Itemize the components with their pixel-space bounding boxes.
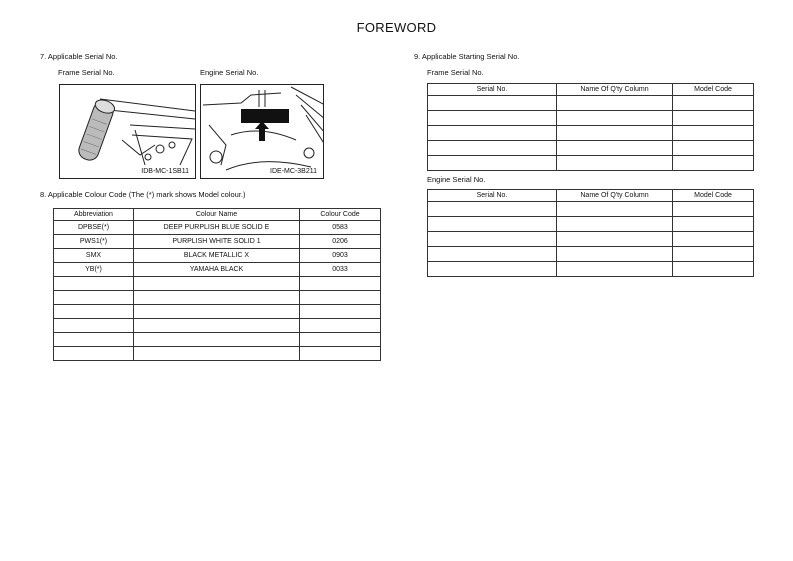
table-cell: YB(*) (54, 263, 134, 277)
table-cell: PURPLISH WHITE SOLID 1 (134, 235, 300, 249)
table-row (428, 141, 754, 156)
table-row (428, 217, 754, 232)
table-row (54, 235, 381, 249)
table-row (428, 262, 754, 277)
table-cell (134, 319, 300, 333)
table-cell (428, 156, 557, 171)
table-cell (557, 126, 673, 141)
table-cell (557, 111, 673, 126)
table-cell (673, 262, 754, 277)
colour-code-table (53, 208, 381, 361)
table-row (54, 277, 381, 291)
table-cell: DPBSE(*) (54, 221, 134, 235)
table-cell (428, 232, 557, 247)
table-cell (557, 217, 673, 232)
table-cell (428, 141, 557, 156)
engine-serial-table (427, 189, 754, 277)
table-row (428, 156, 754, 171)
col-qty-column: Name Of Q'ty Column (557, 190, 673, 202)
table-cell (428, 262, 557, 277)
page-title: FOREWORD (356, 20, 437, 35)
table-cell (673, 156, 754, 171)
table-row (428, 111, 754, 126)
table-cell (557, 141, 673, 156)
engine-figure-id: IDE-MC-3B211 (270, 168, 317, 175)
table-cell: PWS1(*) (54, 235, 134, 249)
table-row (428, 247, 754, 262)
table-cell (54, 277, 134, 291)
table-cell: SMX (54, 249, 134, 263)
table-cell (673, 126, 754, 141)
section8-heading: 8. Applicable Colour Code (The (*) mark shows Model colour.) (40, 190, 246, 199)
table-cell (673, 247, 754, 262)
table-cell (134, 277, 300, 291)
table-row (54, 333, 381, 347)
table-cell: 0903 (300, 249, 381, 263)
table-cell (134, 347, 300, 361)
table-cell (54, 333, 134, 347)
table-cell: 0033 (300, 263, 381, 277)
table-cell (673, 141, 754, 156)
table-cell: 0583 (300, 221, 381, 235)
table-cell (428, 217, 557, 232)
table-cell (428, 96, 557, 111)
col-model-code: Model Code (673, 84, 754, 96)
table-row (54, 221, 381, 235)
table-row (54, 291, 381, 305)
table-cell: 0206 (300, 235, 381, 249)
table-cell: DEEP PURPLISH BLUE SOLID E (134, 221, 300, 235)
table-cell (300, 319, 381, 333)
table-row (54, 263, 381, 277)
table-cell (428, 111, 557, 126)
col-colour-code: Colour Code (300, 209, 381, 221)
engine-serial-label: Engine Serial No. (200, 68, 259, 77)
table-row (428, 96, 754, 111)
col-serial-no: Serial No. (428, 190, 557, 202)
frame-start-label: Frame Serial No. (427, 68, 484, 77)
section7-heading: 7. Applicable Serial No. (40, 52, 118, 61)
table-cell (428, 126, 557, 141)
table-cell (557, 96, 673, 111)
section9-heading: 9. Applicable Starting Serial No. (414, 52, 520, 61)
table-row (54, 347, 381, 361)
table-row (54, 249, 381, 263)
table-cell: BLACK METALLIC X (134, 249, 300, 263)
col-serial-no: Serial No. (428, 84, 557, 96)
table-cell (300, 333, 381, 347)
table-cell (54, 319, 134, 333)
frame-figure-id: IDB-MC-1SB11 (141, 168, 189, 175)
frame-illustration (60, 85, 196, 179)
table-row (428, 232, 754, 247)
engine-serial-figure (200, 84, 324, 179)
engine-illustration (201, 85, 324, 179)
table-row (54, 319, 381, 333)
table-cell (300, 277, 381, 291)
table-cell (557, 202, 673, 217)
col-abbreviation: Abbreviation (54, 209, 134, 221)
table-cell (428, 247, 557, 262)
col-model-code: Model Code (673, 190, 754, 202)
table-cell (673, 217, 754, 232)
table-cell (134, 305, 300, 319)
table-cell (54, 347, 134, 361)
table-row (428, 202, 754, 217)
frame-serial-table (427, 83, 754, 171)
table-row (54, 305, 381, 319)
table-cell (557, 262, 673, 277)
frame-serial-figure (59, 84, 196, 179)
table-cell (134, 333, 300, 347)
frame-serial-label: Frame Serial No. (58, 68, 115, 77)
table-cell (134, 291, 300, 305)
table-cell (54, 291, 134, 305)
table-row (428, 126, 754, 141)
table-cell (54, 305, 134, 319)
table-cell (300, 291, 381, 305)
table-cell (673, 96, 754, 111)
table-cell: YAMAHA BLACK (134, 263, 300, 277)
table-cell (428, 202, 557, 217)
col-qty-column: Name Of Q'ty Column (557, 84, 673, 96)
table-cell (673, 202, 754, 217)
table-cell (300, 347, 381, 361)
table-cell (673, 111, 754, 126)
table-cell (557, 232, 673, 247)
table-cell (557, 247, 673, 262)
table-cell (300, 305, 381, 319)
engine-start-label: Engine Serial No. (427, 175, 486, 184)
table-cell (673, 232, 754, 247)
col-colour-name: Colour Name (134, 209, 300, 221)
table-cell (557, 156, 673, 171)
